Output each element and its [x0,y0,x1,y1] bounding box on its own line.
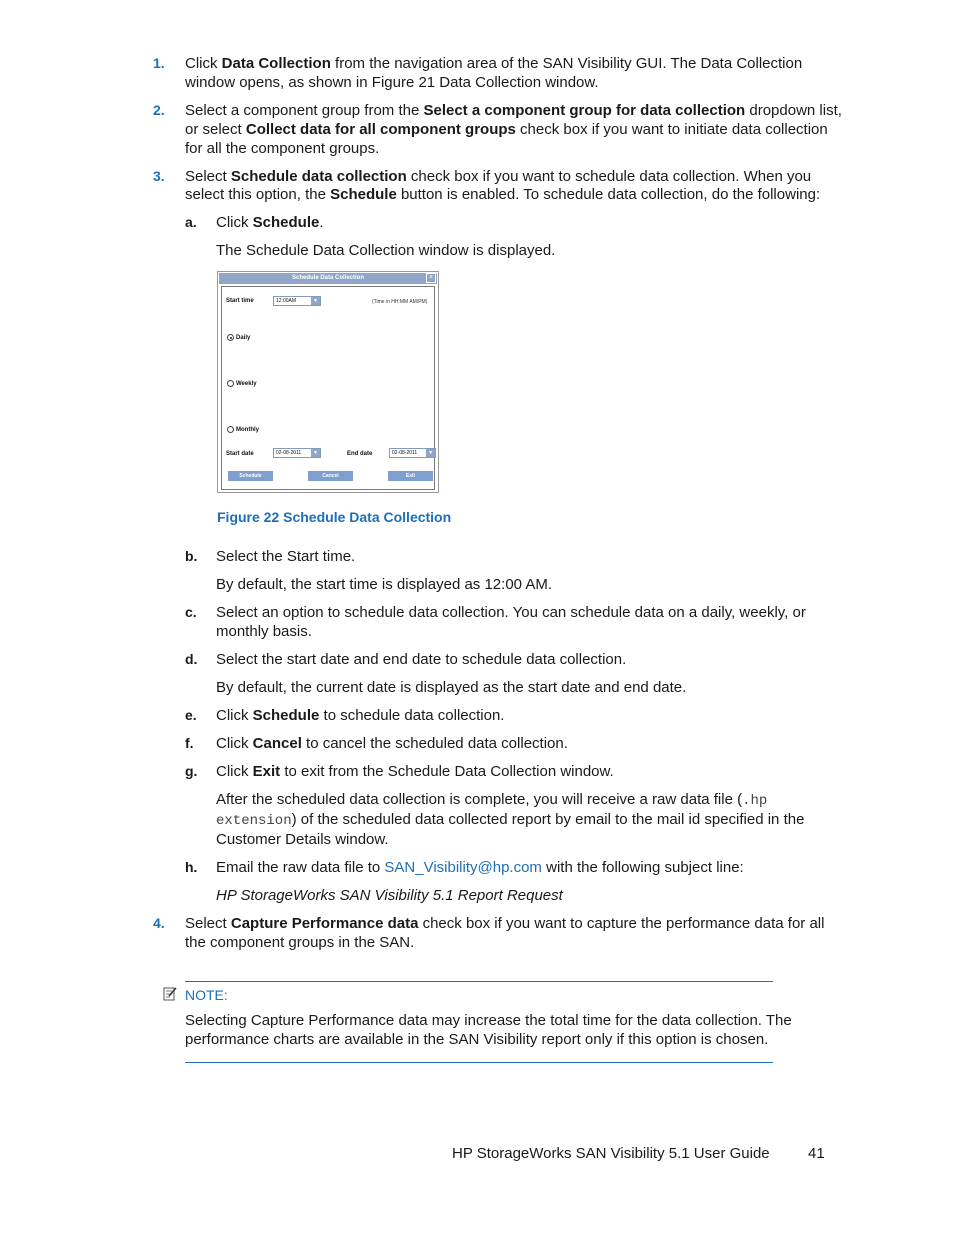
sub-d-after: By default, the current date is displayed as the start date and end date. [216,679,687,696]
schedule-button[interactable]: Schedule [228,471,273,481]
subject-line: HP StorageWorks SAN Visibility 5.1 Report Request [216,887,563,904]
end-date-combo[interactable] [389,448,436,458]
sub-letter: d. [185,651,198,667]
sub-letter: h. [185,859,198,875]
step-3-line-2: select this option, the Schedule button is enabled. To schedule data collection, do the following: [185,186,821,203]
footer-title: HP StorageWorks SAN Visibility 5.1 User Guide [452,1145,770,1162]
monthly-label: Monthly [236,427,259,433]
start-time-combo[interactable] [273,296,321,306]
sub-letter: g. [185,763,198,779]
note-label: NOTE: [185,987,228,1003]
sub-g-text: Click Exit to exit from the Schedule Data Collection window. [216,763,614,780]
start-date-value: 02-08-2011 [276,450,302,456]
schedule-dialog-screenshot [217,271,439,493]
dialog-panel [221,286,435,490]
time-hint: (Time in HH:MM AM/PM) [372,299,428,305]
monthly-radio[interactable] [227,426,234,433]
step-3-line-1: Select Schedule data collection check box if you want to schedule data collection. When you [185,168,812,185]
daily-label: Daily [236,335,251,341]
sub-f-text: Click Cancel to cancel the scheduled data collection. [216,735,568,752]
page-number: 41 [808,1145,825,1162]
sub-g-after-line-1: After the scheduled data collection is complete, you will receive a raw data file (.hp [216,791,768,809]
note-top-rule [185,981,773,982]
sub-e-text: Click Schedule to schedule data collection. [216,707,505,724]
step-2-line-2: or select Collect data for all component groups check box if you want to initiate data collection [185,121,828,138]
note-icon [163,987,177,1001]
sub-c-line-1: Select an option to schedule data collection. You can schedule data on a daily, weekly, or [216,604,806,621]
step-number: 1. [153,55,165,71]
note-bottom-rule [185,1062,773,1063]
figure-caption: Figure 22 Schedule Data Collection [217,509,452,525]
step-number: 3. [153,168,165,184]
start-date-label: Start date [226,451,254,457]
sub-h-text: Email the raw data file to SAN_Visibility@hp.com with the following subject line: [216,859,744,876]
end-date-value: 02-08-2011 [392,450,418,456]
chevron-down-icon[interactable]: ▼ [426,449,435,457]
sub-a-after: The Schedule Data Collection window is displayed. [216,242,556,259]
sub-letter: f. [185,735,194,751]
step-number: 2. [153,102,165,118]
sub-c-line-2: monthly basis. [216,623,312,640]
sub-g-after-line-2: extension) of the scheduled data collected report by email to the mail id specified in the [216,811,805,829]
step-4-line-2: the component groups in the SAN. [185,934,415,951]
step-1-line-2: window opens, as shown in Figure 21 Data Collection window. [185,74,599,91]
note-line-2: performance charts are available in the SAN Visibility report only if this option is chosen. [185,1031,769,1048]
close-icon[interactable]: × [426,273,436,283]
weekly-label: Weekly [236,381,257,387]
sub-b-after: By default, the start time is displayed as 12:00 AM. [216,576,553,593]
start-time-value: 12:00AM [276,298,297,304]
step-4-line-1: Select Capture Performance data check box if you want to capture the performance data for all [185,915,825,932]
sub-letter: c. [185,604,197,620]
step-2-line-1: Select a component group from the Select a component group for data collection dropdown list, [185,102,842,119]
daily-radio[interactable] [227,334,234,341]
step-number: 4. [153,915,165,931]
sub-letter: b. [185,548,198,564]
sub-a-text: Click Schedule. [216,214,324,231]
note-line-1: Selecting Capture Performance data may increase the total time for the data collection. The [185,1012,792,1029]
chevron-down-icon[interactable]: ▼ [311,297,320,305]
chevron-down-icon[interactable]: ▼ [311,449,320,457]
weekly-radio[interactable] [227,380,234,387]
sub-d-text: Select the start date and end date to schedule data collection. [216,651,627,668]
start-time-label: Start time [226,298,254,304]
start-date-combo[interactable] [273,448,321,458]
sub-b-text: Select the Start time. [216,548,356,565]
email-link[interactable]: SAN_Visibility@hp.com [384,859,542,876]
step-1-line-1: Click Data Collection from the navigation area of the SAN Visibility GUI. The Data Collection [185,55,803,72]
sub-g-after-line-3: Customer Details window. [216,831,389,848]
dialog-title: Schedule Data Collection [219,273,437,284]
cancel-button[interactable]: Cancel [308,471,353,481]
exit-button[interactable]: Exit [388,471,433,481]
end-date-label: End date [347,451,373,457]
sub-letter: e. [185,707,197,723]
sub-letter: a. [185,214,197,230]
step-2-line-3: for all the component groups. [185,140,380,157]
